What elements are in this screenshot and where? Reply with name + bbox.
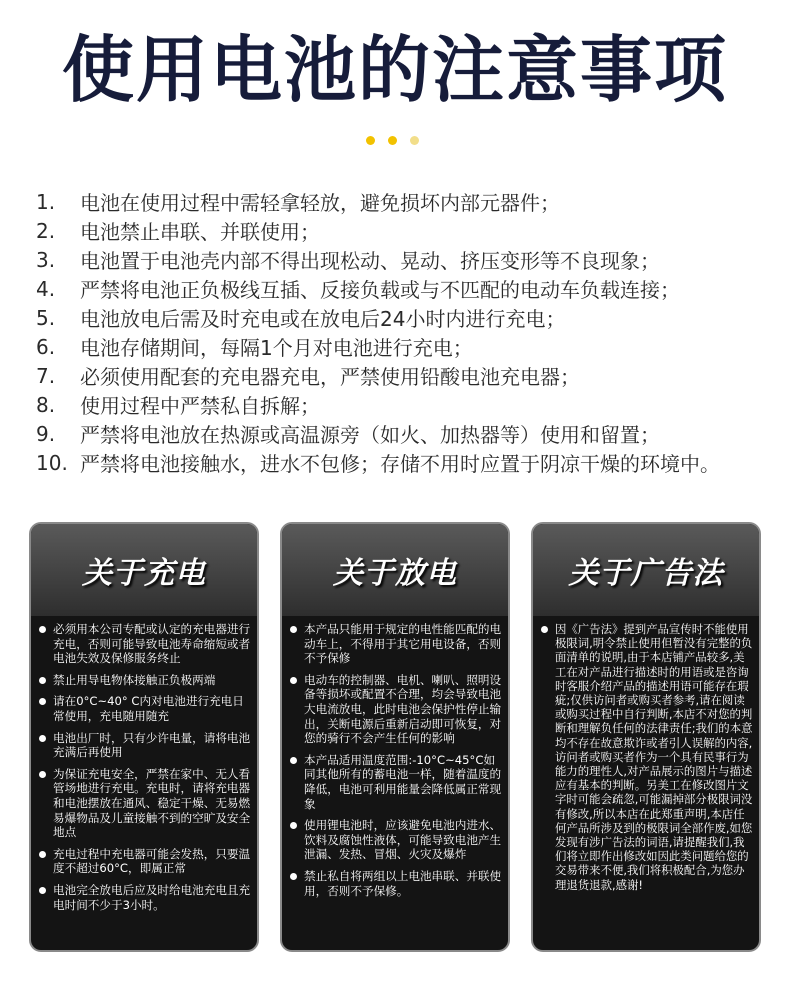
item-text: 严禁将电池接触水，进水不包修；存储不用时应置于阴凉干燥的环境中。 [80, 452, 720, 476]
item-number: 5. [36, 305, 56, 330]
item-text: 严禁将电池正负极线互插、反接负载或与不匹配的电动车负载连接； [80, 278, 680, 302]
item-text: 电池禁止串联、并联使用； [80, 220, 320, 244]
item-text: 使用过程中严禁私自拆解； [80, 394, 320, 418]
dot-2 [388, 136, 397, 145]
item-text: 电池放电后需及时充电或在放电后24小时内进行充电； [80, 307, 566, 331]
list-item [36, 245, 776, 274]
bullet-item: 必须用本公司专配或认定的充电器进行充电，否则可能导致电池寿命缩短或者电池失效及保修服务终止 [39, 622, 251, 666]
item-text: 电池在使用过程中需轻拿轻放，避免损坏内部元器件； [80, 191, 560, 215]
bullet-item: 电池出厂时，只有少许电量，请将电池充满后再使用 [39, 731, 251, 760]
dot-3 [410, 136, 419, 145]
card-title: 关于放电 [333, 556, 457, 591]
list-item [36, 390, 776, 419]
list-item [36, 303, 776, 332]
item-text: 电池存储期间，每隔1个月对电池进行充电； [80, 336, 473, 360]
list-item [36, 274, 776, 303]
card-charging [29, 522, 259, 952]
list-item [36, 419, 776, 448]
list-item [36, 361, 776, 390]
card-header [282, 524, 508, 616]
card-header [31, 524, 257, 616]
item-number: 2. [36, 218, 56, 243]
card-advertising-law [531, 522, 761, 952]
bullet-item: 电池完全放电后应及时给电池充电且充电时间不少于3小时。 [39, 883, 251, 912]
bullet-item: 本产品适用温度范围:-10°C~45°C如同其他所有的蓄电池一样，随着温度的降低，电池可利用能量会降低属正常现象 [290, 753, 502, 811]
card-header [533, 524, 759, 616]
card-discharging [280, 522, 510, 952]
card-title: 关于广告法 [568, 556, 724, 591]
list-item [36, 448, 776, 477]
bullet-item: 禁止私自将两组以上电池串联、并联使用，否则不予保修。 [290, 869, 502, 898]
item-number: 10. [36, 450, 68, 475]
dot-1 [366, 136, 375, 145]
item-number: 1. [36, 189, 56, 214]
precautions-list [36, 187, 776, 477]
item-number: 8. [36, 392, 56, 417]
bullet-item: 为保证充电安全，严禁在家中、无人看管场地进行充电。充电时，请将充电器和电池摆放在通风、稳定干燥、无易燃易爆物品及儿童接触不到的空旷及安全地点 [39, 767, 251, 840]
bullet-item: 请在0°C~40° C内对电池进行充电日常使用，充电随用随充 [39, 694, 251, 723]
item-text: 严禁将电池放在热源或高温源旁（如火、加热器等）使用和留置； [80, 423, 660, 447]
card-body [533, 616, 759, 892]
bullet-item: 本产品只能用于规定的电性能匹配的电动车上，不得用于其它用电设备，否则不予保修 [290, 622, 502, 666]
page-title: 使用电池的注意事项 [61, 28, 728, 112]
item-number: 6. [36, 334, 56, 359]
bullet-item: 电动车的控制器、电机、喇叭、照明设备等损坏或配置不合理，均会导致电池大电流放电，此时电池会保护性停止输出，关断电源后重新启动即可恢复，对您的骑行不会产生任何的影响 [290, 673, 502, 746]
item-number: 4. [36, 276, 56, 301]
bullet-item: 因《广告法》提到产品宣传时不能使用极限词,明令禁止使用但暂没有完整的负面清单的说明,由于本店铺产品较多,美工在对产品进行描述时的用语或是咨询时客服介绍产品的描述用语可能存在瑕疵;仅供访问者或购买者参考,请在阅读或购买过程中自行判断,本店不对您的判断和理解负任何的法律责任;我们的本意均不存在故意欺诈或者引人误解的内容,访问者或购买者作为一个具有民事行为能力的理性人,对产品展示的图片与描述应有基本的判断。另美工在修改图片文字时可能会疏忽,可能漏掉部分极限词没有修改,所以本店在此郑重声明,本店任何产品所涉及到的极限词全部作废,如您发现有涉广告法的词语,请提醒我们,我们将立即作出修改如因此类问题给您的交易带来不便,我们将积极配合,为您办理退货退款,感谢! [541, 622, 753, 892]
card-body [31, 616, 257, 912]
bullet-item: 充电过程中充电器可能会发热，只要温度不超过60°C，即属正常 [39, 847, 251, 876]
list-item [36, 332, 776, 361]
decorative-dots [366, 136, 419, 145]
item-number: 9. [36, 421, 56, 446]
list-item [36, 216, 776, 245]
item-text: 必须使用配套的充电器充电，严禁使用铅酸电池充电器； [80, 365, 580, 389]
list-item [36, 187, 776, 216]
item-number: 7. [36, 363, 56, 388]
bullet-item: 禁止用导电物体接触正负极两端 [39, 673, 251, 688]
card-body [282, 616, 508, 898]
item-text: 电池置于电池壳内部不得出现松动、晃动、挤压变形等不良现象； [80, 249, 660, 273]
item-number: 3. [36, 247, 56, 272]
bullet-item: 使用锂电池时，应该避免电池内进水、饮料及腐蚀性液体，可能导致电池产生泄漏、发热、冒烟、火灾及爆炸 [290, 818, 502, 862]
card-title: 关于充电 [82, 556, 206, 591]
